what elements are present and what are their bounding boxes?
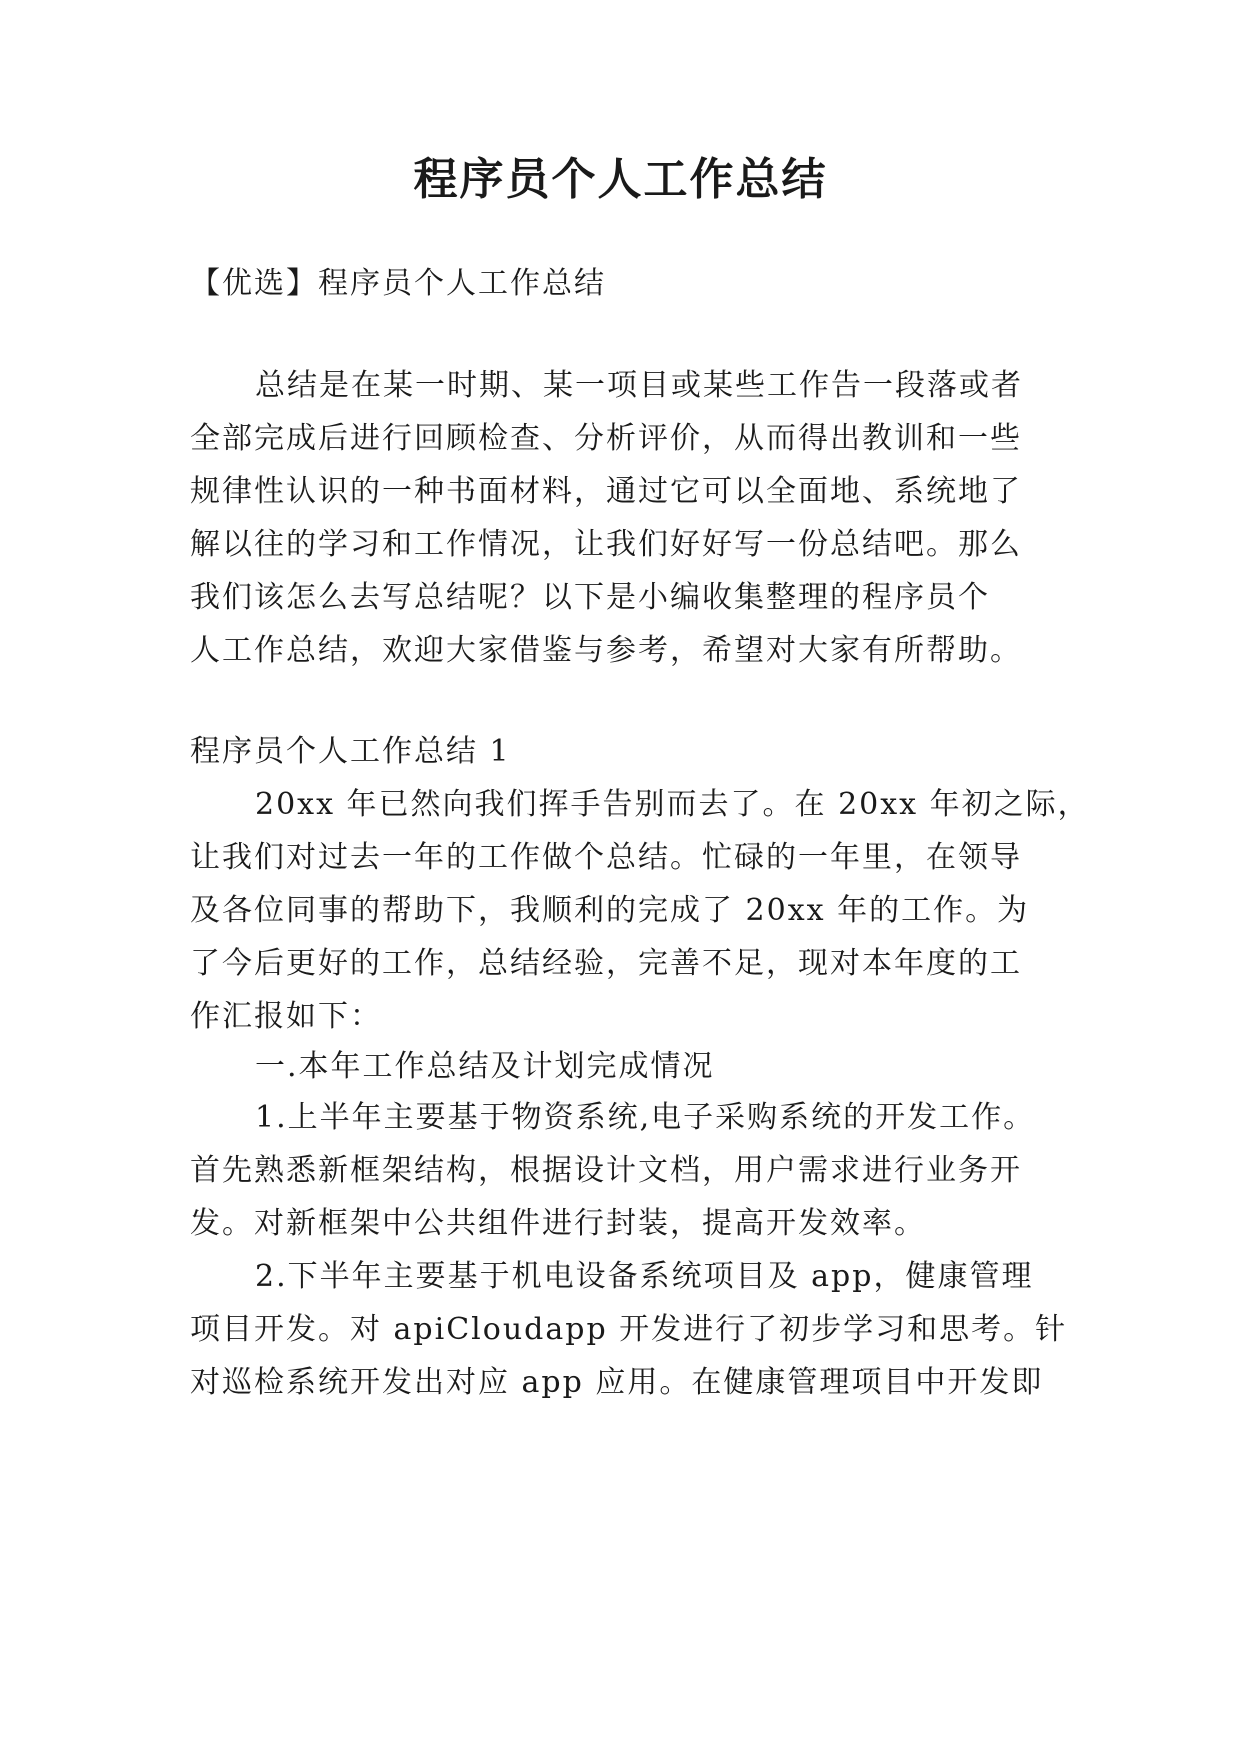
body-line: 作汇报如下： xyxy=(190,999,382,1034)
body-line: 对巡检系统开发出对应 app 应用。在健康管理项目中开发即 xyxy=(190,1365,1044,1400)
body-line: 2.下半年主要基于机电设备系统项目及 app，健康管理 xyxy=(255,1259,1034,1294)
body-line: 让我们对过去一年的工作做个总结。忙碌的一年里，在领导 xyxy=(190,840,1022,875)
body-line: 20xx 年已然向我们挥手告别而去了。在 20xx 年初之际， xyxy=(255,787,1090,822)
document-subtitle: 【优选】程序员个人工作总结 xyxy=(190,266,606,301)
intro-line: 规律性认识的一种书面材料，通过它可以全面地、系统地了 xyxy=(190,474,1022,509)
document-title: 程序员个人工作总结 xyxy=(413,154,828,205)
intro-line: 人工作总结，欢迎大家借鉴与参考，希望对大家有所帮助。 xyxy=(190,633,1022,668)
body-line: 一.本年工作总结及计划完成情况 xyxy=(255,1049,715,1084)
body-line: 发。对新框架中公共组件进行封装，提高开发效率。 xyxy=(190,1206,926,1241)
intro-line: 我们该怎么去写总结呢？以下是小编收集整理的程序员个 xyxy=(190,580,990,615)
body-line: 1.上半年主要基于物资系统,电子采购系统的开发工作。 xyxy=(255,1100,1036,1135)
body-line: 及各位同事的帮助下，我顺利的完成了 20xx 年的工作。为 xyxy=(190,893,1030,928)
section-heading: 程序员个人工作总结 1 xyxy=(190,734,511,769)
body-line: 首先熟悉新框架结构，根据设计文档，用户需求进行业务开 xyxy=(190,1153,1022,1188)
intro-line: 全部完成后进行回顾检查、分析评价，从而得出教训和一些 xyxy=(190,421,1022,456)
body-line: 项目开发。对 apiCloudapp 开发进行了初步学习和思考。针 xyxy=(190,1312,1068,1347)
body-line: 了今后更好的工作，总结经验，完善不足，现对本年度的工 xyxy=(190,946,1022,981)
intro-line: 解以往的学习和工作情况，让我们好好写一份总结吧。那么 xyxy=(190,527,1022,562)
intro-line: 总结是在某一时期、某一项目或某些工作告一段落或者 xyxy=(255,368,1023,403)
